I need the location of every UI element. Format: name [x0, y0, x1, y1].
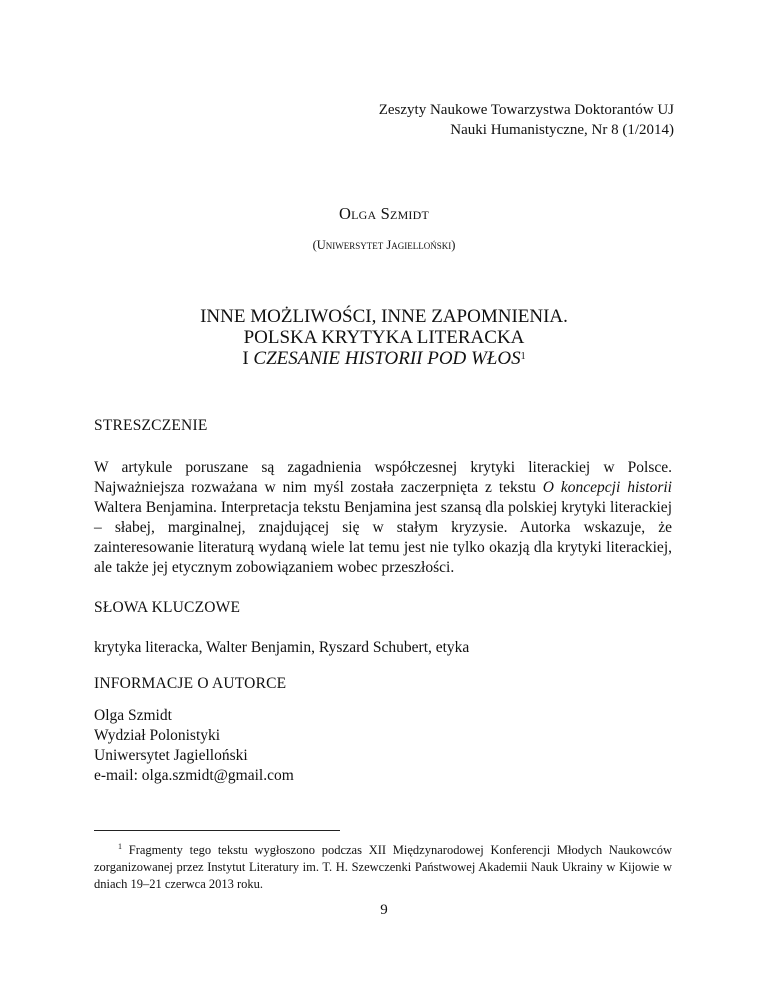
title-line-2: POLSKA KRYTYKA LITERACKA — [243, 327, 525, 348]
abstract-text — [94, 458, 672, 578]
author-info-name: Olga Szmidt — [94, 707, 172, 724]
journal-header — [379, 100, 674, 140]
title-line-3 — [0, 348, 768, 369]
abstract-text-part-2: Waltera Benjamina. Interpretacja tekstu Benjamina jest szansą dla polskiej krytyki literackiej – słabej, marginalnej, znajdującej się w stałym kryzysie. Autorka wskazuje, że zainteresowanie literaturą wydaną wiele lat temu jest nie tylko okazją dla krytyki literackiej, ale także jej etycznym zobowiązaniem wobec przeszłości. — [94, 499, 672, 576]
author-info-department: Wydział Polonistyki — [94, 727, 221, 744]
abstract-heading: STRESZCZENIE — [94, 417, 208, 434]
footnote-separator — [94, 830, 340, 831]
author-info-email[interactable]: e-mail: olga.szmidt@gmail.com — [94, 767, 294, 784]
keywords-heading: SŁOWA KLUCZOWE — [94, 599, 241, 616]
title-line-3-prefix: I — [242, 348, 254, 369]
footnote-marker: 1 — [118, 842, 122, 851]
title-footnote-marker[interactable]: 1 — [520, 351, 526, 362]
abstract-text-part-1: W artykule poruszane są zagadnienia współczesnej krytyki literackiej w Polsce. Najważniejsza rozważana w nim myśl została zaczerpnięta z tekstu — [94, 459, 672, 496]
page-number: 9 — [380, 902, 388, 918]
abstract-cited-title: O koncepcji historii — [542, 479, 672, 496]
author-info — [94, 706, 672, 786]
journal-title: Zeszyty Naukowe Towarzystwa Doktorantów UJ — [378, 102, 674, 118]
journal-issue: Nauki Humanistyczne, Nr 8 (1/2014) — [450, 122, 674, 138]
footnote — [94, 838, 672, 893]
article-title — [0, 306, 768, 369]
title-line-1: INNE MOŻLIWOŚCI, INNE ZAPOMNIENIA. — [200, 306, 568, 327]
author-info-university: Uniwersytet Jagielloński — [94, 747, 248, 764]
keywords-text: krytyka literacka, Walter Benjamin, Ryszard Schubert, etyka — [94, 639, 470, 656]
title-italic-part: CZESANIE HISTORII POD WŁOS — [253, 348, 521, 369]
footnote-text: Fragmenty tego tekstu wygłoszono podczas XII Międzynarodowej Konferencji Młodych Naukowców zorganizowanej przez Instytut Literatury im. T. H. Szewczenki Państwowej Akademii Nauk Ukrainy w Kijowie w dniach 19–21 czerwca 2013 roku. — [94, 843, 672, 892]
author-affiliation: (Uniwersytet Jagielloński) — [312, 238, 456, 252]
author-info-heading: INFORMACJE O AUTORCE — [94, 675, 287, 692]
author-name: Olga Szmidt — [338, 204, 430, 223]
